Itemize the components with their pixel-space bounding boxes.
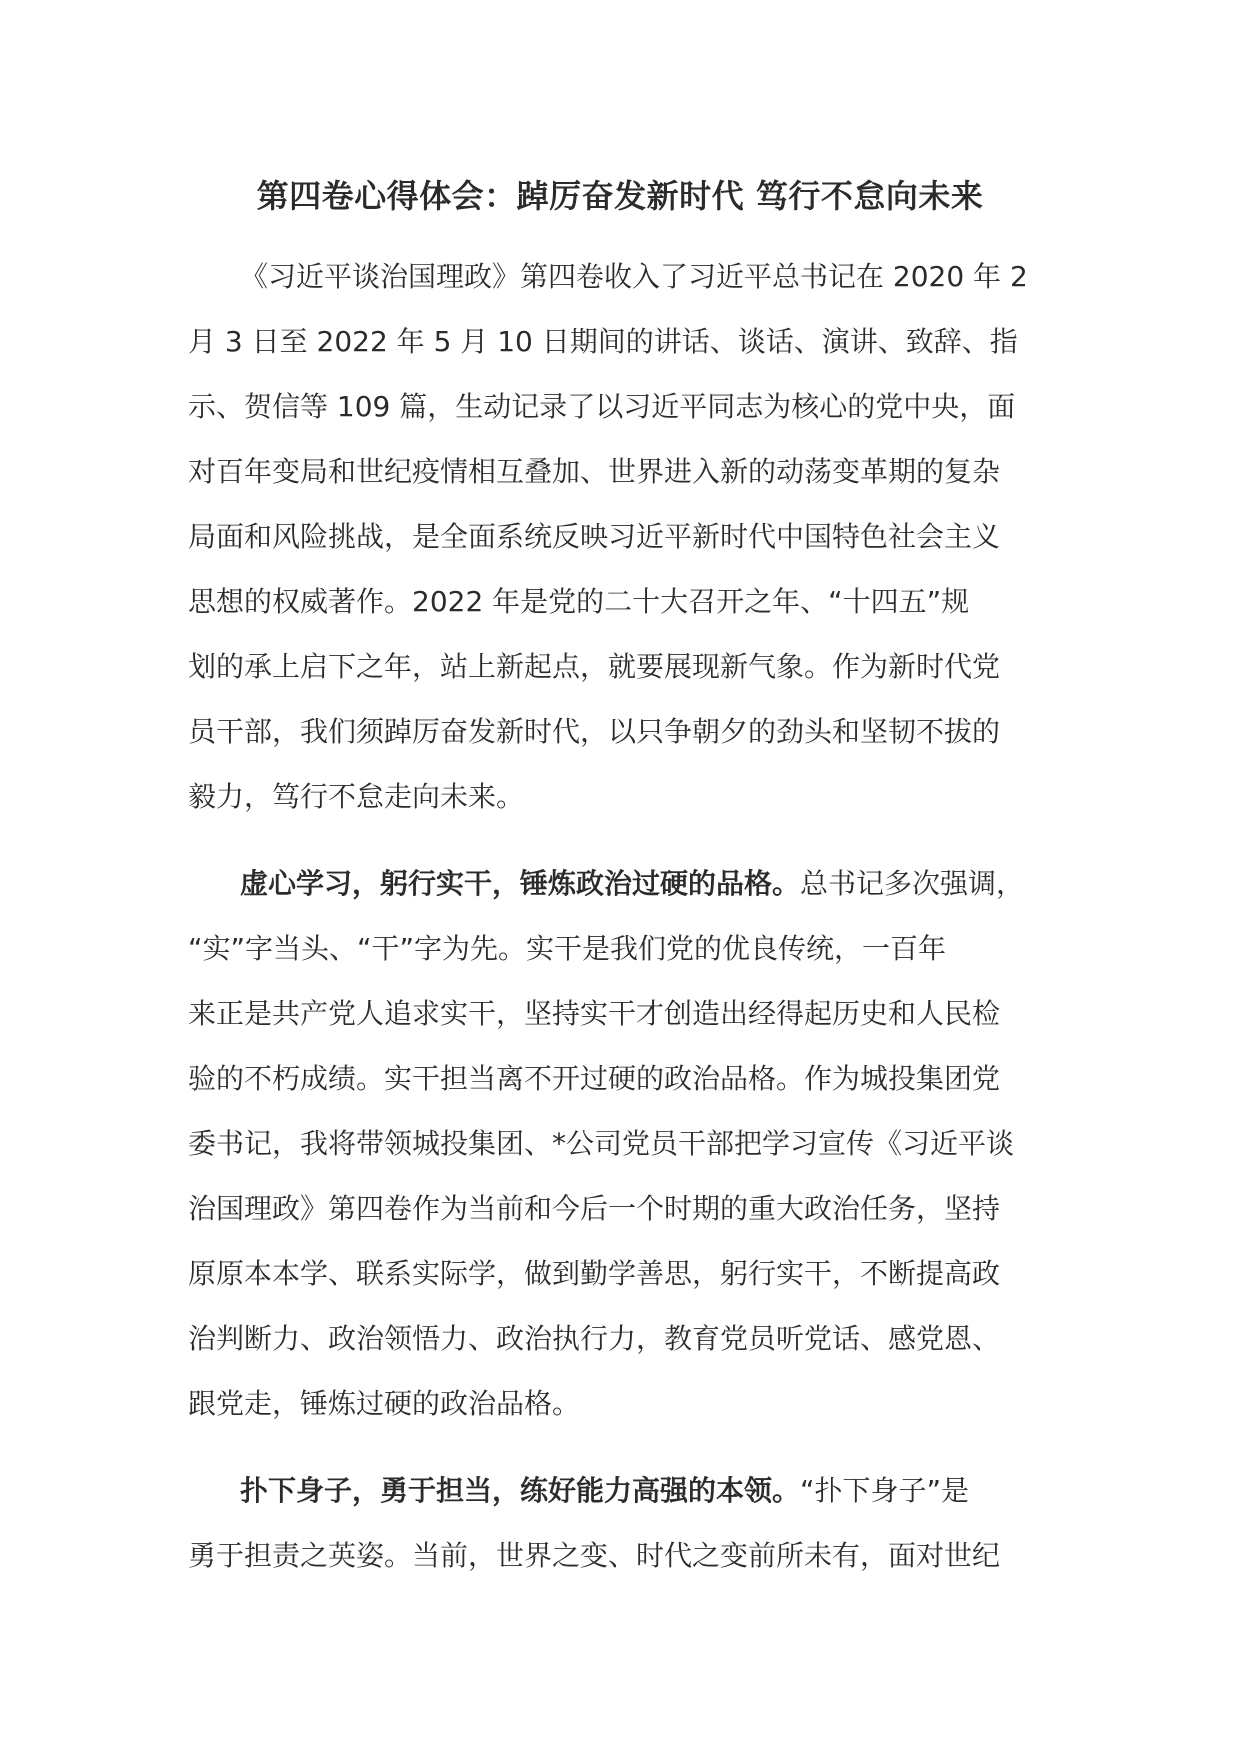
paragraph-line: 划的承上启下之年，站上新起点，就要展现新气象。作为新时代党 [188, 650, 1001, 683]
paragraph-3 [188, 1458, 1068, 1588]
paragraph-line: 委书记，我将带领城投集团、*公司党员干部把学习宣传《习近平谈 [188, 1127, 1015, 1160]
paragraph-first-line-text: “扑下身子”是 [800, 1474, 970, 1507]
paragraph-line: 勇于担责之英姿。当前，世界之变、时代之变前所未有，面对世纪 [188, 1539, 1001, 1572]
paragraph-2 [188, 851, 1068, 1436]
paragraph-line: 对百年变局和世纪疫情相互叠加、世界进入新的动荡变革期的复杂 [188, 455, 1001, 488]
paragraph-line: 思想的权威著作。2022 年是党的二十大召开之年、“十四五”规 [188, 585, 970, 618]
paragraph-line: 局面和风险挑战，是全面系统反映习近平新时代中国特色社会主义 [188, 520, 1001, 553]
paragraph-lead-heading: 虚心学习，躬行实干，锤炼政治过硬的品格。 [240, 867, 801, 900]
paragraph-line: 《习近平谈治国理政》第四卷收入了习近平总书记在 2020 年 2 [240, 260, 1028, 293]
paragraph-first-line [188, 1458, 1068, 1523]
paragraph-line: 验的不朽成绩。实干担当离不开过硬的政治品格。作为城投集团党 [188, 1062, 1001, 1095]
paragraph-line: 毅力，笃行不怠走向未来。 [188, 780, 525, 813]
paragraph-1 [188, 244, 1068, 829]
paragraph-line: 原原本本学、联系实际学，做到勤学善思，躬行实干，不断提高政 [188, 1257, 1001, 1290]
paragraph-line: 治国理政》第四卷作为当前和今后一个时期的重大政治任务，坚持 [188, 1192, 1001, 1225]
document-title: 第四卷心得体会：踔厉奋发新时代 笃行不怠向未来 [256, 177, 984, 215]
paragraph-line: 跟党走，锤炼过硬的政治品格。 [188, 1387, 581, 1420]
paragraph-line: “实”字当头、“干”字为先。实干是我们党的优良传统，一百年 [188, 932, 947, 965]
paragraph-lead-heading: 扑下身子，勇于担当，练好能力高强的本领。 [240, 1474, 801, 1507]
paragraph-line: 示、贺信等 109 篇，生动记录了以习近平同志为核心的党中央，面 [188, 390, 1016, 423]
paragraph-first-line [188, 851, 1068, 916]
paragraph-line: 员干部，我们须踔厉奋发新时代，以只争朝夕的劲头和坚韧不拔的 [188, 715, 1001, 748]
paragraph-line: 来正是共产党人追求实干，坚持实干才创造出经得起历史和人民检 [188, 997, 1001, 1030]
paragraph-line: 月 3 日至 2022 年 5 月 10 日期间的讲话、谈话、演讲、致辞、指 [188, 325, 1018, 358]
paragraph-line: 治判断力、政治领悟力、政治执行力，教育党员听党话、感党恩、 [188, 1322, 1001, 1355]
paragraph-first-line-text: 总书记多次强调， [800, 867, 1025, 900]
